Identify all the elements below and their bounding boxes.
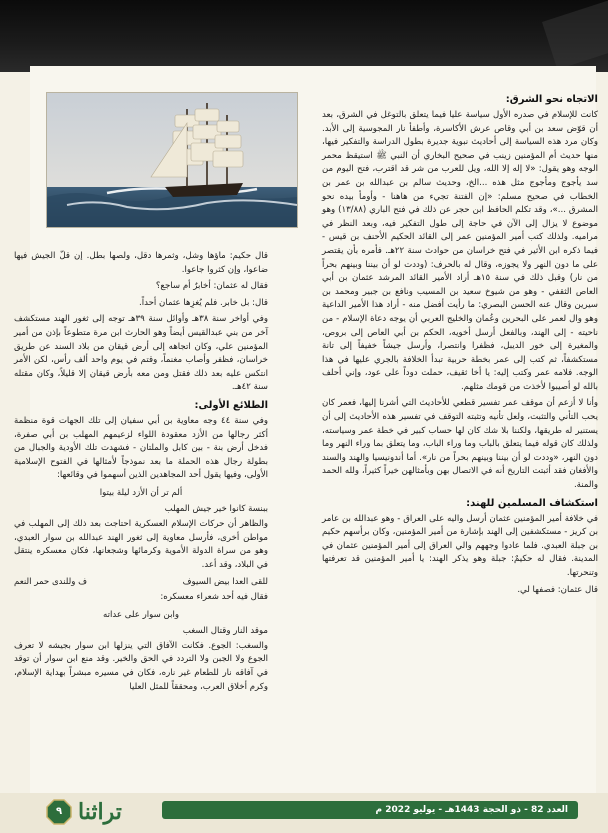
- paragraph: والظاهر أن حركات الإسلام العسكرية احتاجت بعد ذلك إلى المهلب في مواطن أخرى، فأرسل معاوية إلى ثغور الهند عبدالله بن سوار العبدي، وهو من سراة الدولة الأموية وكرمائها وشجعانها، فكان معسكره ينتقل في البلاد، وقد أعد.: [14, 518, 268, 570]
- poem-verse: [14, 502, 268, 516]
- sailing-ship-picture: [46, 92, 298, 228]
- verse-line: ببنسة كانوا خير جيش المهلب: [164, 503, 268, 514]
- verse-line: وابن سوار على عداته: [103, 609, 180, 620]
- page-curl-decoration: [542, 0, 608, 69]
- paragraph: فقال له عثمان: أخابرٌ أم ساجع؟: [155, 281, 268, 292]
- top-dark-band: [0, 0, 608, 72]
- verse-line: ف وللندى حمر النعم: [14, 577, 88, 588]
- paragraph: فقال فيه أحد شعراء معسكره:: [160, 592, 268, 603]
- paragraph: قال حكيم: ماؤها وشل، وثمرها دقل، ولصها بطل. إن قلّ الجيش فيها ضاعوا، وإن كثروا جاعوا.: [14, 251, 268, 275]
- poem-verse: [14, 608, 268, 622]
- page-number: ٩: [55, 806, 63, 817]
- page-footer: [0, 793, 608, 833]
- section-heading-vanguards: الطلائع الأولى:: [194, 399, 268, 411]
- article-right-column: [322, 92, 598, 600]
- issue-info-text: العدد 82 - ذو الحجة 1443هـ - يوليو 2022 م: [375, 805, 568, 815]
- article-left-column: [14, 250, 268, 697]
- poem-verse: [14, 575, 268, 589]
- sailing-ship-icon: [47, 93, 297, 227]
- paragraph: وفي سنة ٤٤ وجه معاوية بن أبي سفيان إلى تلك الجهات قوة منظمة أكثر رجالها من الأزد معقودة اللواء لزعيمهم المهلب بن أبي صفرة، فدخل أرض بنة - بين كابل والملتان - فشهدت تلك الأودية والجبال من بطولة رجال هذه الحملة ما بعد نموذجاً لأمثالها في الفتوح الإسلامية الأولى، وفيها يقول أحد المجاهدين الذين أسهموا في وقائعها:: [14, 415, 268, 481]
- verse-line: للقى العدا بيض السيوف: [182, 577, 268, 588]
- page-number-badge: [46, 799, 72, 825]
- verse-line: موقد النار وقتال السغب: [182, 625, 268, 636]
- section-heading-india: استكشاف المسلمين للهند:: [466, 497, 598, 509]
- paragraph: وفي أواخر سنة ٣٨هـ وأوائل سنة ٣٩هـ توجه إلى ثغور الهند مستكشف آخر من بني عبدالقيس أيضاً وهو الحارث ابن مرة متطوعاً بإذن من أمير المؤمنين علي، وكان اتجاهه إلى أرض قيقان من بلاد السند عن طريق خراسان، فظفر وأصاب مغنماً، وقتم في يوم واحد ألف رأس، لكن الأمر انتكس عليه بعد ذلك فقتل ومن معه بأرض قيقان إلا قليلاً، وكان مقتله سنة ٤٢هـ.: [14, 314, 269, 393]
- poem-verse: [14, 486, 268, 500]
- paragraph: قال عثمان: فصفها لي.: [517, 584, 598, 595]
- magazine-logo: تراثنا: [78, 799, 122, 825]
- paragraph: وأنا لا أزعم أن موقف عمر تفسير قطعي للأحاديث التي أشرنا إليها، فعمر كان يحب التأني والتثبت، ولعل تأنيه وتثبته التوقف في تفسير هذه الأحاديث إلى أن يستنير له طريقها، ولكننا بلا شك كان لها حساب كبير في خطة عمر وسياسته، ولذلك كان قوله فيما يتعلق بالباب وما وراء الباب، وما يتعلق بما وراء النهر وما دون النهر، «وددت لو أن بيننا وبينهم بحراً من نار». أما أندونيسيا والهند والسند والأفغان فقد أثبتت التاريخ أنه في الاتصال بهن وبأمثالهن خيراً كثيراً، ولله الحمد والمنة.: [322, 398, 598, 491]
- section-heading-east: الاتجاه نحو الشرق:: [505, 94, 598, 105]
- paragraph: في خلافة أمير المؤمنين عثمان أرسل واليه على العراق - وهو عبدالله بن عامر بن كريز - مستكشفين إلى الهند بإشارة من أمير المؤمنين، وكان برأسهم حكيم بن جبلة العبدي. فلما عادوا وجههم والي العراق إلى أمير المؤمنين عثمان في المدينة. فقال له حكيمٌ: جبلة وهو يذكر الهند: يا أمير المؤمنين قد تعرفتها وتنحرتها.: [322, 513, 598, 578]
- paragraph: والسغب: الجوع. فكانت الآفاق التي ينزلها ابن سوار بجيشه لا تعرف الجوع ولا الجبن ولا التردد في الحق والخير. وقد منع ابن سوار أن توقد في آفاقه نار للطعام غير ناره، فكان في مسيره مبشراً بهداية الإسلام، وكرم أخلاق العرب، ومحققاً للمثل العليا: [14, 640, 268, 692]
- paragraph: قال: بل خابر. فلم يُغزِها عثمان أحداً.: [138, 297, 268, 308]
- poem-verse: [14, 624, 268, 638]
- verse-line: ألم تر أن الأزد ليلة بيتوا: [99, 487, 183, 498]
- paragraph: كانت للإسلام في صدره الأول سياسة عليا فيما يتعلق بالتوغل في الشرق، بعد أن قوّض سعد بن أبي وقاص عرش الأكاسرة، وأطفأ نار المجوسية إلى الأبد. وكان مرد هذه السياسة إلى أحاديث نبوية جديرة بطول الدراسة والتفكير فيها، منها حديث أم المؤمنين زينب في صحيح البخاري أن النبي ﷺ استيقظ محمر الوجه وهو يقول: «لا إله إلا الله، ويل للعرب من شر قد اقترب، فتح اليوم من سد يأجوج ومأجوج مثل هذه ...الخ، وحديث سالم بن عبدالله بن عمر بن الخطاب في صحيح مسلم: «إن الفتنة تجيء من هاهنا - وأومأ بيده نحو المشرق ...»، وقد تكلم الحافظ ابن حجر عن ذلك في فتح الباري (١٣/٨٨) وهو موضوع لا يزال إلى الآن في حاجة إلى طول التفكير فيه، وبعد النظر في مراميه. ولذلك كتب أمير المؤمنين عمر إلى القائد الحكيم الأحنف بن قيس - فيما ذكره ابن الأثير في فتح خراسان من حوادث سنة ٢٢هـ. فأمره بأن يقتصر على ما دون النهر ولا يجوزه، وقال له بالحرف: (وددت لو أن بيننا وبينهم بحراً من نار) وقبل ذلك في سنة ١٥هـ أراد الأمير القائد المرشد عثمان بن أبي العاص الثقفي - وهو من شيوخ سعيد بن المسيب ونافع بن جبير ومحمد بن سيرين وقال عنه الحسن البصري: ما رأيت أفضل منه - أراد هذا الأمير الداعية وهو وال لعمر على البحرين وعُمان والخليج العربي أن يوجه دعاة الإسلام - من ناحيته - إلى الهند، وبالفعل أرسل أخويه، الحكم بن أبي العاص إلى بروص، والمغيرة إلى خور الديبل، فظفرا وانتصرا، وأرسل جيشاً خفيفاً إلى تانة مستكشفاً، ثم كتب إلى عمر بخطة حربية تبدأ الخلافة بالجري عليها في هذا الوجه. فلامه عمر وكتب إليه: يا أخا ثقيف، حملت دوداً على عود، وإني أحلف بالله لو أصيبوا لأخذت من قومك مثلهم.: [322, 110, 598, 392]
